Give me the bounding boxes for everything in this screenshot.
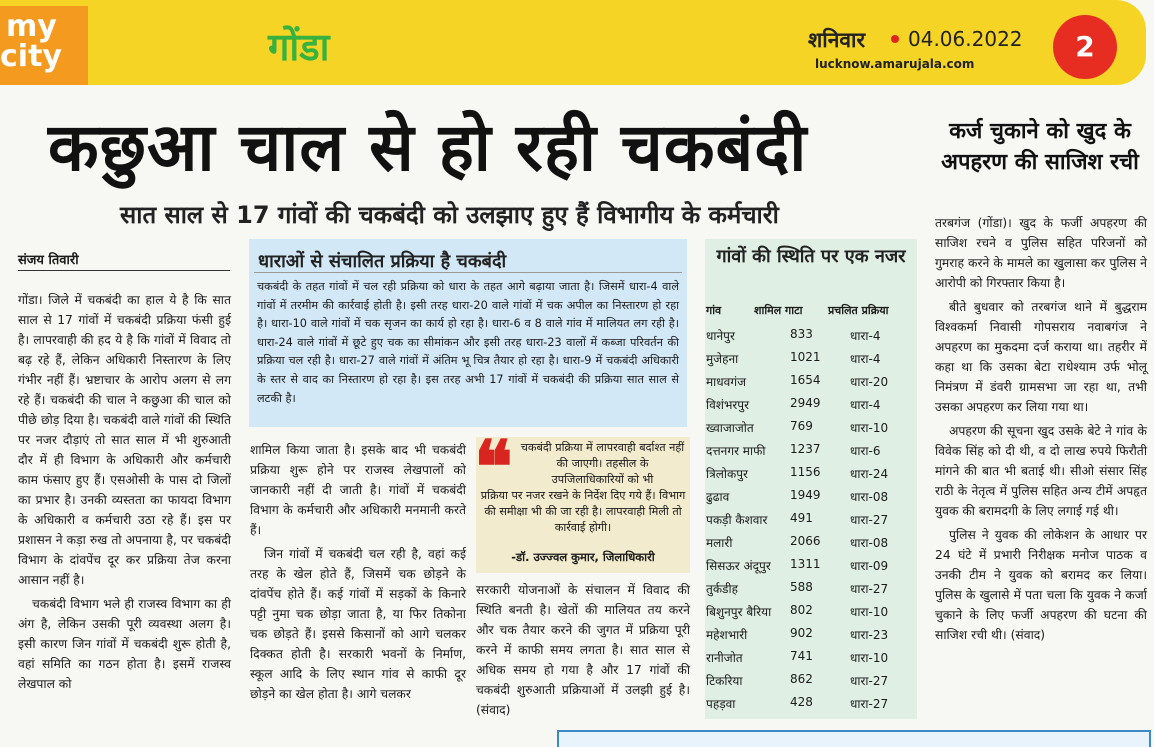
paragraph: बीते बुधवार को तरबगंज थाने में बुद्धराम विश्वकर्मा निवासी गोपसराय नवाबगंज ने अपहरण का मुकदमा दर्ज कराया था। तहरीर में कहा था कि उसका बेटा राधेश्याम उर्फ भोलू निमंत्रण में डंवरी ग्रामसभा जा रहा था, तभी उसका अपहरण कर लिया गया था। — [935, 300, 1147, 414]
table-row — [706, 692, 916, 715]
table-row — [706, 554, 916, 577]
village-name: धानेपुर — [706, 329, 735, 343]
table-body — [706, 324, 916, 715]
process-stage: धारा-6 — [850, 444, 881, 458]
paragraph: पुलिस ने युवक की लोकेशन के आधार पर 24 घंटे में प्रभारी निरीक्षक मनोज पाठक व उनकी टीम ने युवक को बरामद कर लिया। पुलिस के खुलासे में पता चला कि युवक ने कर्जा चुकाने के लिए फर्जी अपहरण की घटना की साजिश रची थी। (संवाद) — [935, 528, 1147, 642]
table-row — [706, 531, 916, 554]
village-name: मुजेहना — [706, 352, 739, 366]
gata-count: 833 — [790, 327, 813, 341]
process-stage: धारा-4 — [850, 329, 881, 343]
process-stage: धारा-27 — [850, 697, 889, 711]
table-row — [706, 324, 916, 347]
village-name: बिशुनपुर बैरिया — [706, 605, 772, 619]
gata-count: 2949 — [790, 396, 821, 410]
table-row — [706, 370, 916, 393]
next-section-box — [557, 730, 1151, 747]
issue-day: शनिवार — [808, 28, 866, 52]
gata-count: 2066 — [790, 534, 821, 548]
gata-count: 1237 — [790, 442, 821, 456]
header-gata: शामिल गाटा — [754, 304, 803, 317]
table-row — [706, 577, 916, 600]
village-name: विशंभरपुर — [706, 398, 750, 412]
process-stage: धारा-20 — [850, 375, 889, 389]
separator-dot — [891, 35, 899, 43]
process-stage: धारा-10 — [850, 651, 889, 665]
gata-count: 491 — [790, 511, 813, 525]
gata-count: 802 — [790, 603, 813, 617]
village-name: महेशभारी — [706, 628, 748, 642]
process-stage: धारा-10 — [850, 421, 889, 435]
table-row — [706, 393, 916, 416]
gata-count: 1949 — [790, 488, 821, 502]
mycity-logo — [0, 6, 88, 85]
process-stage: धारा-10 — [850, 605, 889, 619]
process-stage: धारा-09 — [850, 559, 889, 573]
quote-author: -डॉ. उज्ज्वल कुमार, जिलाधिकारी — [511, 550, 655, 564]
gata-count: 1311 — [790, 557, 821, 571]
page-number-badge: 2 — [1053, 15, 1117, 79]
gata-count: 741 — [790, 649, 813, 663]
table-title: गांवों की स्थिति पर एक नजर — [716, 246, 906, 267]
village-name: दत्तनगर माफी — [706, 444, 766, 458]
article-column-3 — [476, 580, 690, 724]
process-stage: धारा-24 — [850, 467, 889, 481]
village-name: तुर्कडीह — [706, 582, 738, 596]
table-row — [706, 485, 916, 508]
village-name: त्रिलोकपुर — [706, 467, 748, 481]
gata-count: 428 — [790, 695, 813, 709]
quote-mark-icon: ❝ — [474, 424, 513, 509]
logo-line2: city — [0, 39, 62, 74]
gata-count: 769 — [790, 419, 813, 433]
sub-headline: सात साल से 17 गांवों की चकबंदी को उलझाए हुए हैं विभागीय के कर्मचारी — [120, 201, 779, 229]
gata-count: 1156 — [790, 465, 821, 479]
gata-count: 1021 — [790, 350, 821, 364]
process-stage: धारा-4 — [850, 352, 881, 366]
village-name: माधवगंज — [706, 375, 746, 389]
article-column-2 — [250, 440, 466, 708]
table-row — [706, 600, 916, 623]
process-stage: धारा-23 — [850, 628, 889, 642]
city-name: गोंडा — [268, 25, 330, 69]
village-name: टिकरिया — [706, 674, 743, 688]
info-box-text: चकबंदी के तहत गांवों में चल रही प्रक्रिया को धारा के तहत आगे बढ़ाया जाता है। जिसमें धारा-4 वाले गांवों में तरमीम की कार्रवाई होती है। इसी तरह धारा-20 वाले गांवों में चक अपील का निस्तारण हो रहा है। धारा-10 वाले गांवों में चक सृजन का कार्य हो रहा है। धारा-6 व 8 वाले गांव में मालियत लग रही है। धारा-24 वाले गांवों में छूटे हुए चक का सीमांकन और इसी तरह धारा-23 वालों में कब्जा परिवर्तन की प्रक्रिया चल रही है। धारा-27 वाले गांवों में अंतिम भू चित्र तैयार हो रहा है। धारा-9 में चकबंदी अधिकारी के स्तर से वाद का निस्तारण हो रहा है। इस तरह अभी 17 गांवों में चकबंदी की प्रक्रिया सात साल से लटकी है। — [257, 280, 679, 405]
table-row — [706, 439, 916, 462]
issue-date: 04.06.2022 — [908, 27, 1023, 51]
process-stage: धारा-27 — [850, 674, 889, 688]
gata-count: 588 — [790, 580, 813, 594]
village-name: सिसऊर अंदूपुर — [706, 559, 771, 573]
gata-count: 862 — [790, 672, 813, 686]
process-stage: धारा-27 — [850, 513, 889, 527]
quote-text-1: चकबंदी प्रक्रिया में लापरवाही बर्दाश्त नहीं की जाएगी। तहसील के उपजिलाधिकारियों को भी — [520, 441, 685, 486]
table-row — [706, 508, 916, 531]
header-village: गांव — [706, 304, 722, 317]
table-row — [706, 646, 916, 669]
table-row — [706, 416, 916, 439]
village-name: ख्वाजाजोत — [706, 421, 754, 435]
gata-count: 902 — [790, 626, 813, 640]
info-box-title: धाराओं से संचालित प्रक्रिया है चकबंदी — [258, 251, 507, 272]
village-name: रानीजोत — [706, 651, 743, 665]
process-stage: धारा-08 — [850, 490, 889, 504]
quote-text-2: प्रक्रिया पर नजर रखने के निर्देश दिए गये हैं। विभाग की समीक्षा भी की जा रही है। लापरवाही मिली तो कार्रवाई होगी। — [480, 489, 686, 534]
paragraph: चकबंदी विभाग भले ही राजस्व विभाग का ही अंग है, लेकिन उसकी पूरी व्यवस्था अलग है। इसी कारण जिन गांवों में चकबंदी शुरू होती है, वहां समिति का गठन होता है। इसमें राजस्व लेखपाल को — [18, 597, 231, 691]
table-row — [706, 623, 916, 646]
village-name: मलारी — [706, 536, 733, 550]
byline: संजय तिवारी — [18, 253, 79, 268]
village-name: पकड़ी कैशवार — [706, 513, 768, 527]
logo-line1: my — [6, 9, 57, 44]
paragraph: तरबगंज (गोंडा)। खुद के फर्जी अपहरण की साजिश रचने व पुलिस सहित परिजनों को गुमराह करने के मामले का खुलासा कर पुलिस ने आरोपी को गिरफ्तार किया है। — [935, 216, 1147, 290]
byline-rule — [18, 270, 230, 271]
process-stage: धारा-08 — [850, 536, 889, 550]
paragraph: शामिल किया जाता है। इसके बाद भी चकबंदी प्रक्रिया शुरू होने पर राजस्व लेखपालों को जानकारी नहीं दी जाती है। गांवों में चकबंदी विभाग के कर्मचारी और अधिकारी मनमानी करते हैं। — [250, 443, 466, 537]
article-column-1 — [18, 290, 231, 698]
main-headline: कछुआ चाल से हो रही चकबंदी — [48, 109, 808, 186]
paragraph: अपहरण की सूचना खुद उसके बेटे ने गांव के विवेक सिंह को दी थी, व दो लाख रुपये फिरौती मांगने की बात भी बताई थी। सीओ संसार सिंह राठी के नेतृत्व में पुलिस सहित अन्य टीमें अपहृत युवक की बरामदगी के लिए लगाई गई थी। — [935, 424, 1147, 518]
paragraph: गोंडा। जिले में चकबंदी का हाल ये है कि सात साल से 17 गांवों में चकबंदी प्रक्रिया फंसी हुई है। लापरवाही की हद ये है कि गांवों में विवाद तो बढ़ रहे हैं, लेकिन अधिकारी निस्तारण के लिए गंभीर नहीं हैं। भ्रष्टाचार के आरोप अलग से लग रहे हैं। चकबंदी की चाल ने कछुआ की चाल को पीछे छोड़ दिया है। चकबंदी वाले गांवों की स्थिति पर नजर दौड़ाएं तो सात साल में भी शुरुआती दौर में ही विभाग के अधिकारी और कर्मचारी काम फंसाए हुए हैं। एसओसी के पास दो जिलों का प्रभार है। उनकी व्यस्तता का फायदा विभाग के अधिकारी व कर्मचारी उठा रहे हैं। इस पर प्रशासन ने कड़ा रुख तो अपनाया है, पर चकबंदी विभाग के दांवपेंच दूर कर प्रक्रिया तेज करना आसान नहीं है। — [18, 293, 231, 587]
paragraph: सरकारी योजनाओं के संचालन में विवाद की स्थिति बनती है। खेतों की मालियत तय करने और चक तैयार करने की जुगत में प्रक्रिया पूरी करने में काफी समय लगता है। सात साल से अधिक समय हो गया है और 17 गांवों की चकबंदी शुरुआती प्रक्रियाओं में उलझी हुई है। (संवाद) — [476, 583, 690, 717]
table-row — [706, 669, 916, 692]
header-process: प्रचलित प्रक्रिया — [828, 304, 889, 317]
village-name: पहड़वा — [706, 697, 736, 711]
table-row — [706, 462, 916, 485]
village-name: ढुढाव — [706, 490, 730, 504]
paragraph: जिन गांवों में चकबंदी चल रही है, वहां कई तरह के खेल होते हैं, जिसमें चक छोड़ने के दांवपेंच होते हैं। कई गांवों में सड़कों के किनारे पट्टी नुमा चक छोड़ा जाता है, या फिर तिकोना चक छोड़ते हैं। इससे किसानों को आगे चलकर दिक्कत होती है। सरकारी भवनों के निर्माण, स्कूल आदि के लिए स्थान गांव से काफी दूर छोड़ने का खेल होता है। आगे चलकर — [250, 547, 466, 701]
side-story-headline: कर्ज चुकाने को खुद के अपहरण की साजिश रची — [941, 119, 1139, 175]
process-stage: धारा-27 — [850, 582, 889, 596]
side-story-body — [935, 213, 1147, 649]
gata-count: 1654 — [790, 373, 821, 387]
table-row — [706, 347, 916, 370]
info-box-divider — [254, 272, 682, 273]
website-link[interactable]: lucknow.amarujala.com — [815, 57, 975, 71]
process-stage: धारा-4 — [850, 398, 881, 412]
